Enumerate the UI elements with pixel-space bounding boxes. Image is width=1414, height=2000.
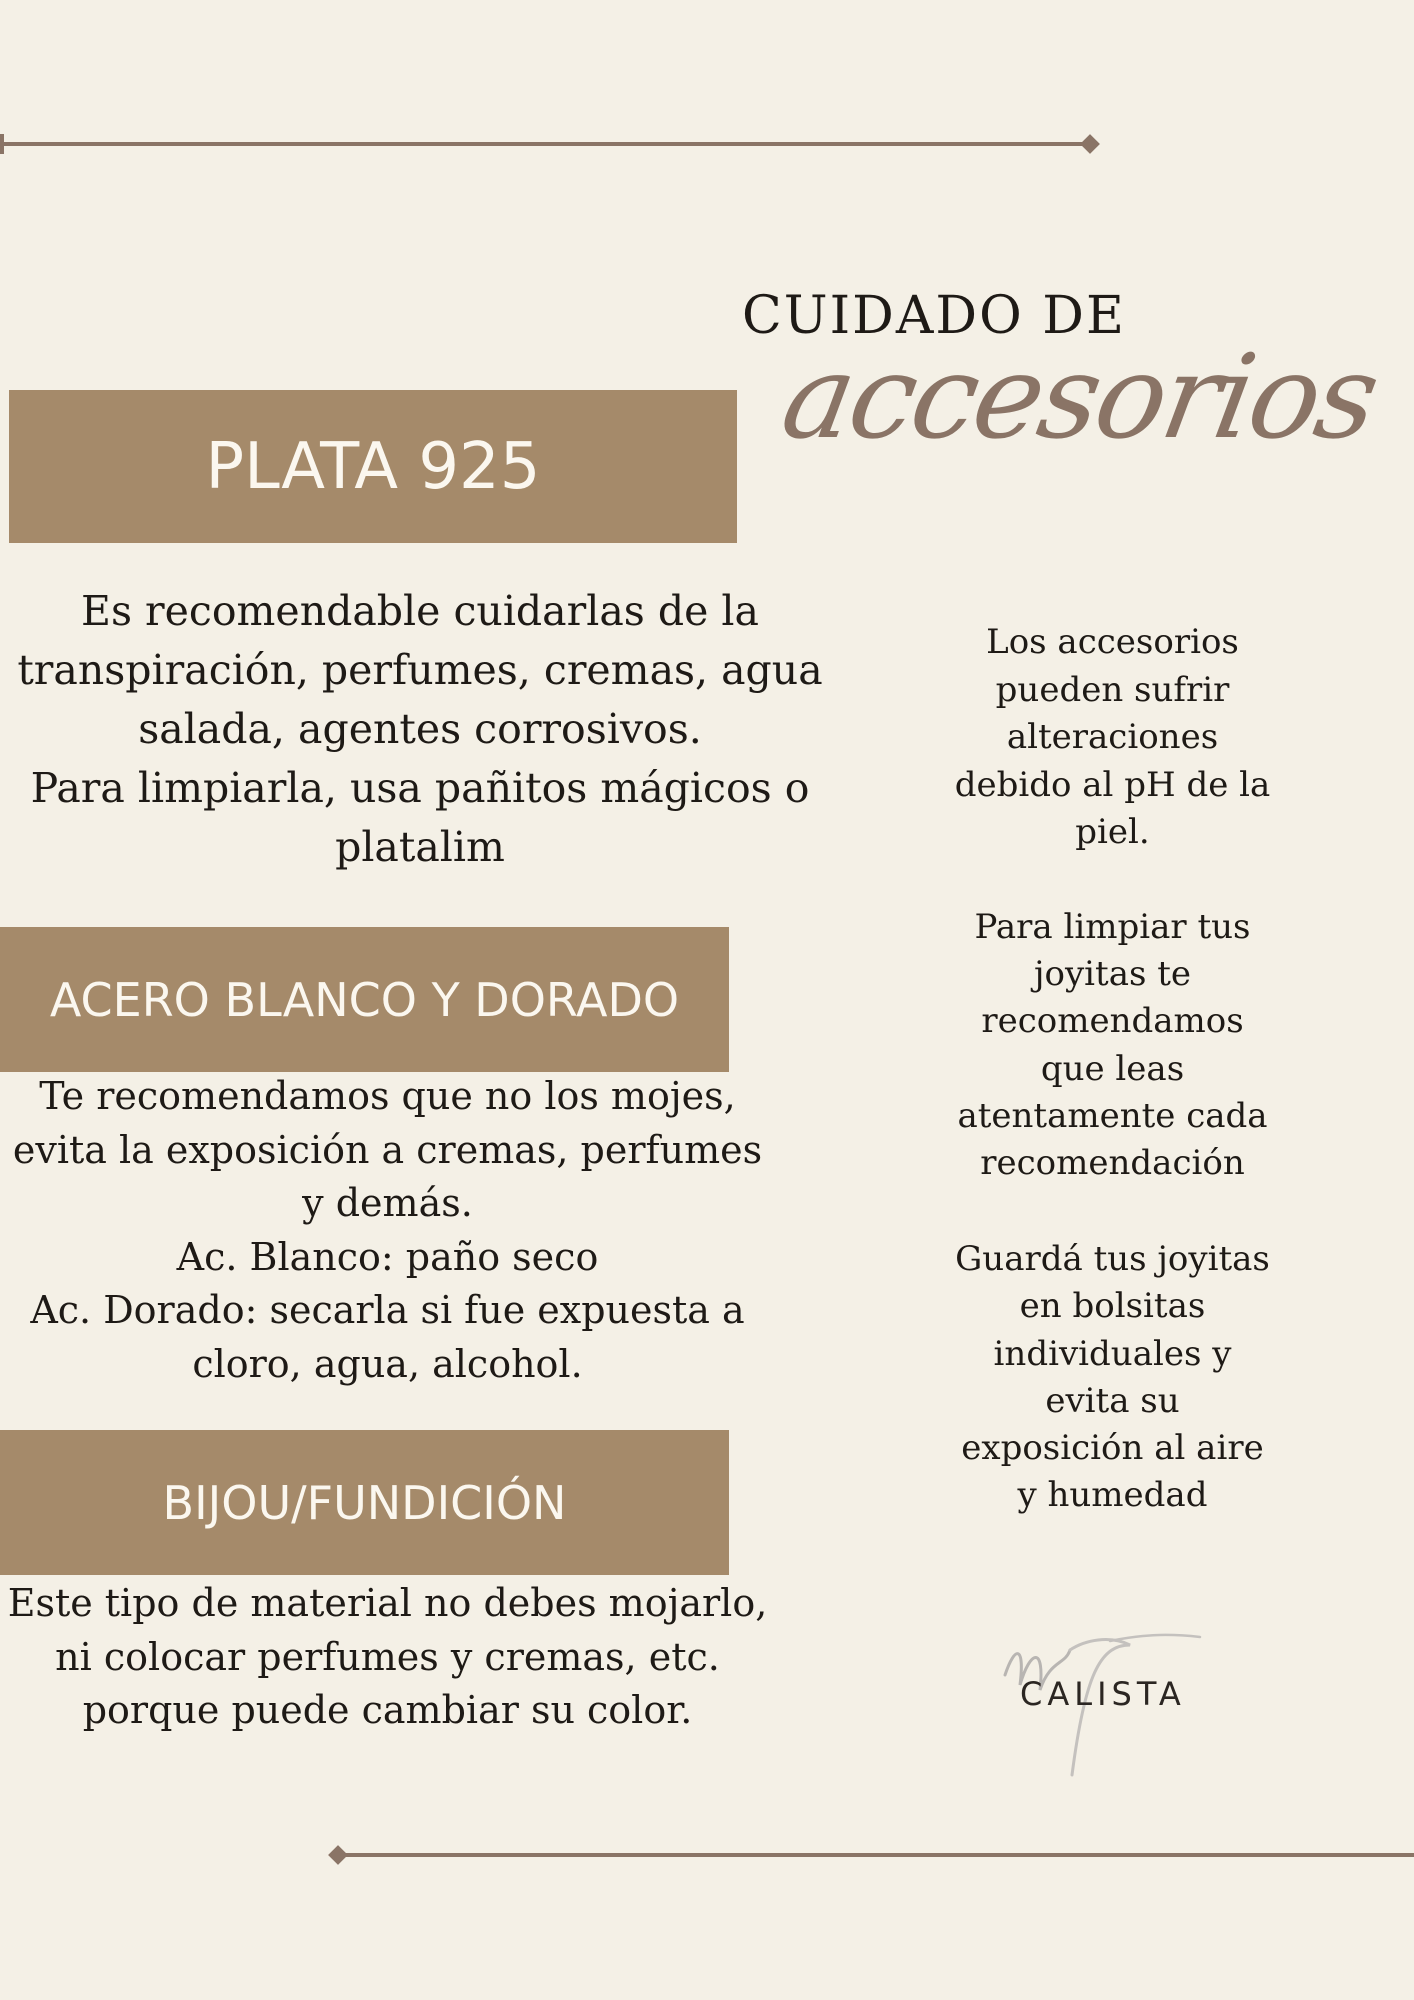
sidebar-note-guardar: Guardá tus joyitas en bolsitas individuales y evita su exposición al aire y humedad <box>955 1239 1270 1516</box>
section-heading-plata: PLATA 925 <box>9 390 737 543</box>
top-divider-end-cap <box>0 134 4 154</box>
section-body-acero: Te recomendamos que no los mojes, evita la exposición a cremas, perfumes y demás. Ac. Blanco: paño seco Ac. Dorado: secarla si fue expuesta a cloro, agua, alcohol. <box>12 1074 763 1386</box>
section-heading-acero: ACERO BLANCO Y DORADO <box>0 927 729 1072</box>
sidebar-note-limpiar: Para limpiar tus joyitas te recomendamos que leas atentamente cada recomendación <box>957 907 1268 1184</box>
brand-name: CALISTA <box>1020 1675 1186 1713</box>
bottom-divider-line <box>338 1853 1414 1857</box>
section-body-bijou: Este tipo de material no debes mojarlo, ni colocar perfumes y cremas, etc. porque puede cambiar su color. <box>7 1581 768 1732</box>
title-top: CUIDADO DE <box>742 286 1126 346</box>
sidebar-note-ph: Los accesorios pueden sufrir alteraciones debido al pH de la piel. <box>954 622 1271 852</box>
section-heading-bijou: BIJOU/FUNDICIÓN <box>0 1430 729 1575</box>
title-script: accesorios <box>773 330 1386 465</box>
top-divider-diamond <box>1080 134 1100 154</box>
section-body-plata: Es recomendable cuidarlas de la transpiración, perfumes, cremas, agua salada, agentes corrosivos. Para limpiarla, usa pañitos mágicos o platalim <box>17 587 823 871</box>
top-divider-line <box>0 142 1090 146</box>
